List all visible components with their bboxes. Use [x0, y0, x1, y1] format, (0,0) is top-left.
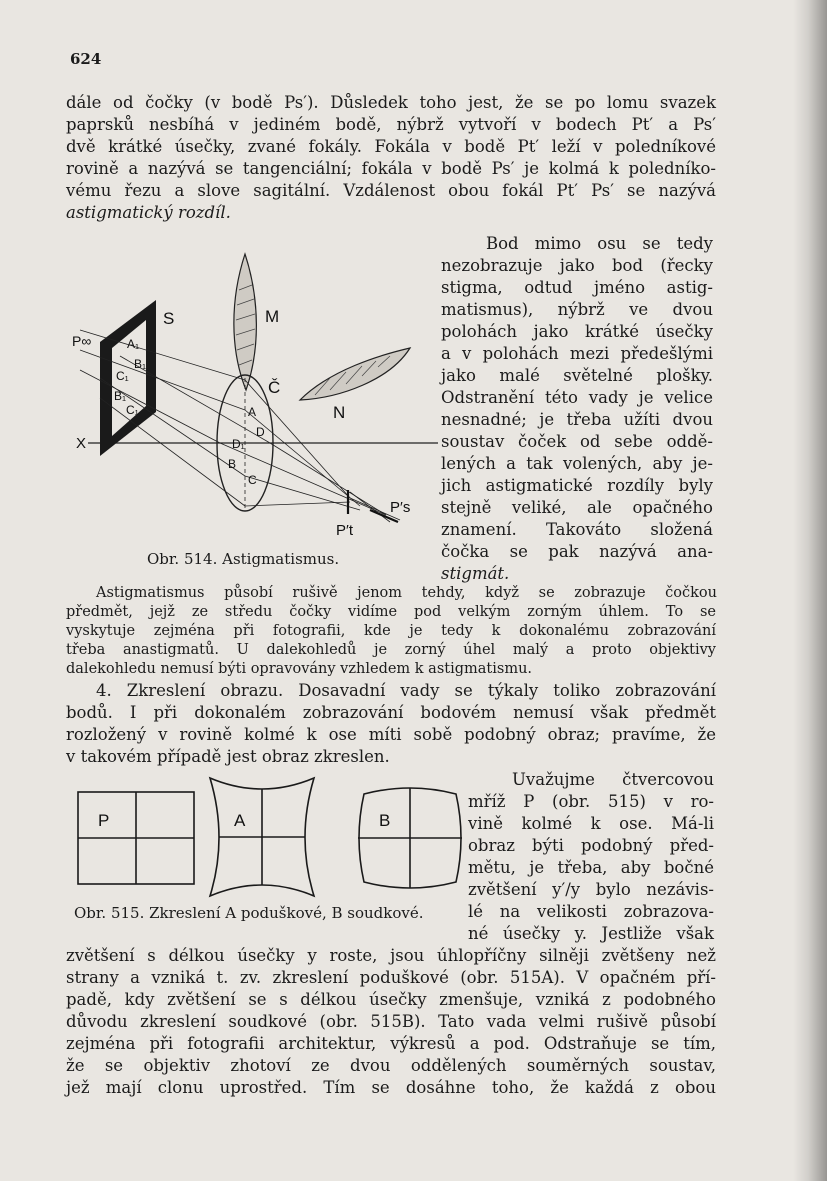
label-P: P — [98, 811, 110, 830]
text-line: Odstranění této vady je velice — [441, 388, 713, 407]
figure-515-distortion — [74, 776, 464, 896]
text-line: mětu, je třeba, aby bočné — [468, 858, 714, 877]
text-line: znamení. Takováto složená — [441, 520, 713, 539]
text-line: dalekohledu nemusí býti opravovány vzhledem k astigmatismu. — [66, 661, 533, 677]
figure-514-caption: Obr. 514. Astigmatismus. — [147, 550, 340, 568]
text-line: vině kolmé k ose. Má-li — [468, 814, 714, 833]
label-Pt: P′t — [336, 522, 353, 539]
label-D1: D₁ — [232, 437, 245, 451]
text-line: že se objektiv zhotoví ze dvou oddělených souměrných soustav, — [66, 1056, 716, 1075]
figure-514-astigmatism — [60, 230, 440, 550]
label-B: B — [228, 457, 237, 471]
label-A: A — [248, 405, 257, 419]
label-A1: A₁ — [127, 337, 140, 351]
text-line: stigmát. — [441, 564, 510, 583]
text-line: padě, kdy zvětšení se s délkou úsečky zmenšuje, vzniká z podobného — [66, 990, 716, 1009]
text-line: dvě krátké úsečky, zvané fokály. Fokála v bodě Pt′ leží v poledníkové — [66, 137, 716, 156]
text-line: a v polohách mezi předešlými — [441, 344, 713, 363]
text-line: stigma, odtud jméno astig- — [441, 278, 713, 297]
page-number: 624 — [70, 50, 102, 68]
text-line: zvětšení y′/y bylo nezávis- — [468, 880, 714, 899]
text-line: soustav čoček od sebe oddě- — [441, 432, 713, 451]
text-line: rozložený v rovině kolmé k ose míti sobě podobný obraz; pravíme, že — [66, 725, 716, 744]
meridional-plane — [234, 254, 257, 390]
text-line: lé na velikosti zobrazova- — [468, 902, 714, 921]
text-line: jako malé světelné plošky. — [441, 366, 713, 385]
label-A: A — [234, 811, 246, 830]
text-line: vyskytuje zejména při fotografii, kde je tedy k dokonalému zobrazování — [66, 623, 716, 639]
text-line: stejně veliké, ale opačného — [441, 498, 713, 517]
label-C-inner: C — [248, 473, 257, 487]
text-line: Astigmatismus působí rušivě jenom tehdy, když se zobrazuje čočkou — [96, 585, 717, 601]
grid-B-barrel — [358, 788, 462, 888]
text-line: v takovém případě jest obraz zkreslen. — [66, 747, 390, 766]
label-P-inf: P∞ — [72, 333, 92, 349]
text-line: dále od čočky (v bodě Ps′). Důsledek toho jest, že se po lomu svazek — [66, 93, 716, 112]
page-edge-shadow — [793, 0, 827, 1181]
text-line: rovině a nazývá se tangenciální; fokála v bodě Ps′ je kolmá k poledníko- — [66, 159, 716, 178]
text-line: čočka se pak nazývá ana- — [441, 542, 713, 561]
label-D: D — [256, 425, 265, 439]
text-line: polohách jako krátké úsečky — [441, 322, 713, 341]
text-line: Uvažujme čtvercovou — [512, 770, 714, 789]
text-line: obraz býti podobný před- — [468, 836, 714, 855]
text-line: vému řezu a slove sagitální. Vzdálenost obou fokál Pt′ Ps′ se nazývá — [66, 181, 716, 200]
label-S: S — [163, 309, 175, 328]
text-line: né úsečky y. Jestliže však — [468, 924, 714, 943]
text-line: lených a tak volených, aby je- — [441, 454, 713, 473]
label-C: Č — [268, 378, 281, 397]
text-line: 4. Zkreslení obrazu. Dosavadní vady se týkaly toliko zobrazování — [96, 681, 716, 700]
label-B1-upper: B₁ — [134, 357, 147, 371]
label-C1: C₁ — [116, 369, 129, 383]
text-line: předmět, jejž ze středu čočky vidíme pod velkým zorným úhlem. To se — [66, 604, 716, 620]
text-line: zejména při fotografii architektur, výkresů a pod. Odstraňuje se tím, — [66, 1034, 716, 1053]
label-M: M — [265, 307, 280, 326]
grid-P — [78, 792, 194, 884]
text-line: zvětšení s délkou úsečky y roste, jsou úhlopříčny silněji zvětšeny než — [66, 946, 716, 965]
label-X: X — [76, 435, 87, 452]
text-line: matismus), nýbrž ve dvou — [441, 300, 713, 319]
text-line: jich astigmatické rozdíly byly — [441, 476, 713, 495]
text-line: astigmatický rozdíl. — [66, 203, 231, 222]
text-line: nezobrazuje jako bod (řecky — [441, 256, 713, 275]
text-line: mříž P (obr. 515) v ro- — [468, 792, 714, 811]
grid-A-pincushion — [210, 778, 314, 896]
label-Ps: P′s — [390, 499, 411, 516]
text-line: jež mají clonu uprostřed. Tím se dosáhne toho, že každá z obou — [66, 1078, 716, 1097]
label-B: B — [379, 811, 391, 830]
label-C1-lower: C₁ — [126, 403, 139, 417]
text-line: strany a vzniká t. zv. zkreslení poduškové (obr. 515A). V opačném pří- — [66, 968, 716, 987]
text-line: třeba anastigmatů. U dalekohledů je zorný úhel malý a proto objektivy — [66, 642, 716, 658]
text-line: Bod mimo osu se tedy — [486, 234, 713, 253]
text-line: nesnadné; je třeba užíti dvou — [441, 410, 713, 429]
label-B1: B₁ — [114, 389, 127, 403]
label-N: N — [333, 403, 346, 422]
figure-515-caption: Obr. 515. Zkreslení A poduškové, B soudkové. — [74, 904, 424, 922]
text-line: důvodu zkreslení soudkové (obr. 515B). Tato vada velmi rušivě působí — [66, 1012, 716, 1031]
text-line: bodů. I při dokonalém zobrazování bodovém nemusí však předmět — [66, 703, 716, 722]
text-line: paprsků nesbíhá v jediném bodě, nýbrž vytvoří v bodech Pt′ a Ps′ — [66, 115, 716, 134]
